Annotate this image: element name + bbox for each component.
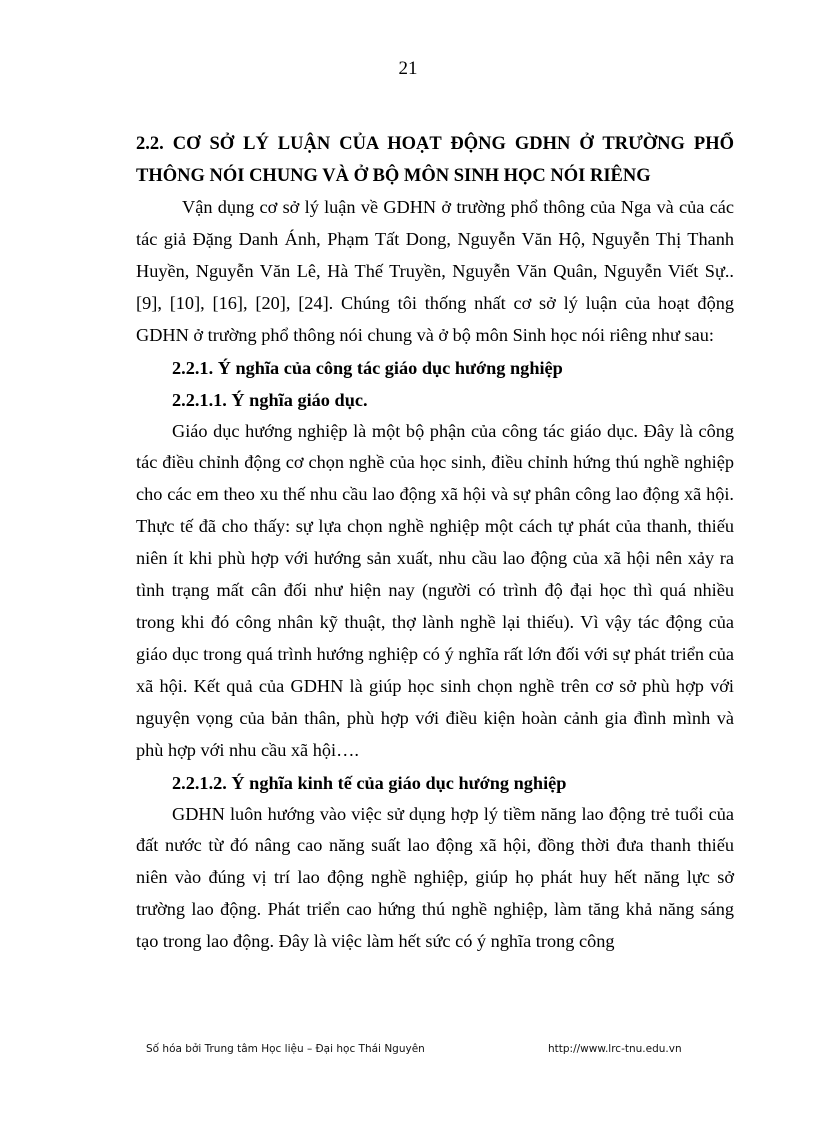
footer-url: http://www.lrc-tnu.edu.vn (548, 1043, 682, 1055)
heading-2-2-1-2: 2.2.1.2. Ý nghĩa kinh tế của giáo dục hướng nghiệp (172, 772, 567, 793)
section-title: 2.2. CƠ SỞ LÝ LUẬN CỦA HOẠT ĐỘNG GDHN Ở TRƯỜNG PHỔ THÔNG NÓI CHUNG VÀ Ở BỘ MÔN SINH HỌC NÓI RIÊNG (136, 134, 734, 186)
footer-source: Số hóa bởi Trung tâm Học liệu – Đại học Thái Nguyên (146, 1043, 425, 1055)
heading-2-2-1-1: 2.2.1.1. Ý nghĩa giáo dục. (172, 389, 368, 410)
intro-paragraph: Vận dụng cơ sở lý luận về GDHN ở trường phổ thông của Nga và của các tác giả Đặng Danh Ánh, Phạm Tất Dong, Nguyễn Văn Hộ, Nguyễn Thị Thanh Huyền, Nguyễn Văn Lê, Hà Thế Truyền, Nguyễn Văn Quân, Nguyễn Viết Sự.. [9], [10], [16], [20], [24]. Chúng tôi thống nhất cơ sở lý luận của hoạt động GDHN ở trường phổ thông nói chung và ở bộ môn Sinh học nói riêng như sau: (136, 197, 734, 345)
page-number: 21 (398, 58, 418, 79)
education-paragraph: Giáo dục hướng nghiệp là một bộ phận của công tác giáo dục. Đây là công tác điều chỉnh động cơ chọn nghề của học sinh, điều chỉnh hứng thú nghề nghiệp cho các em theo xu thế nhu cầu lao động xã hội và sự phân công lao động xã hội. Thực tế đã cho thấy: sự lựa chọn nghề nghiệp một cách tự phát của thanh, thiếu niên ít khi phù hợp với hướng sản xuất, nhu cầu lao động của xã hội nên xảy ra tình trạng mất cân đối như hiện nay (người có trình độ đại học thì quá nhiều trong khi đó công nhân kỹ thuật, thợ lành nghề lại thiếu). Vì vậy tác động của giáo dục trong quá trình hướng nghiệp có ý nghĩa rất lớn đối với sự phát triển của xã hội. Kết quả của GDHN là giúp học sinh chọn nghề trên cơ sở phù hợp với nguyện vọng của bản thân, phù hợp với điều kiện hoàn cảnh gia đình mình và phù hợp với nhu cầu xã hội…. (136, 420, 734, 760)
document-body (136, 128, 734, 958)
heading-2-2-1: 2.2.1. Ý nghĩa của công tác giáo dục hướng nghiệp (172, 357, 563, 378)
economic-paragraph: GDHN luôn hướng vào việc sử dụng hợp lý tiềm năng lao động trẻ tuổi của đất nước từ đó nâng cao năng suất lao động xã hội, đồng thời đưa thanh thiếu niên vào đúng vị trí lao động nghề nghiệp, giúp họ phát huy hết năng lực sở trường lao động. Phát triển cao hứng thú nghề nghiệp, làm tăng khả năng sáng tạo trong lao động. Đây là việc làm hết sức có ý nghĩa trong công (136, 803, 734, 952)
